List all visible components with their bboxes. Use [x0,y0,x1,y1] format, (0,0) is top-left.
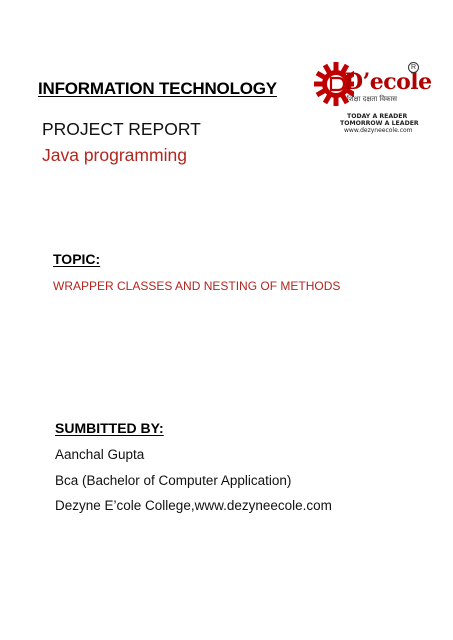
topic-label: TOPIC: [53,251,101,267]
registered-mark: R [408,62,419,73]
logo-website: www.dezyneecole.com [344,127,413,134]
report-type: PROJECT REPORT [42,119,201,139]
college-logo [314,58,432,140]
college-name: Dezyne E’cole College,www.dezyneecole.com [55,498,332,513]
logo-tagline-1: TODAY A READER [347,113,408,120]
document-heading: INFORMATION TECHNOLOGY [38,79,277,98]
submitted-by-label: SUMBITTED BY: [55,420,164,436]
course-name: Bca (Bachelor of Computer Application) [55,473,292,488]
subject-title: Java programming [42,145,187,165]
submitter-name: Aanchal Gupta [55,447,145,462]
logo-tagline-2: TOMORROW A LEADER [340,120,419,127]
logo-hindi-tagline: शिक्षा दक्षता विकास [347,95,398,103]
topic-text: WRAPPER CLASSES AND NESTING OF METHODS [53,279,341,293]
logo-brand: D’ecole [344,69,432,95]
